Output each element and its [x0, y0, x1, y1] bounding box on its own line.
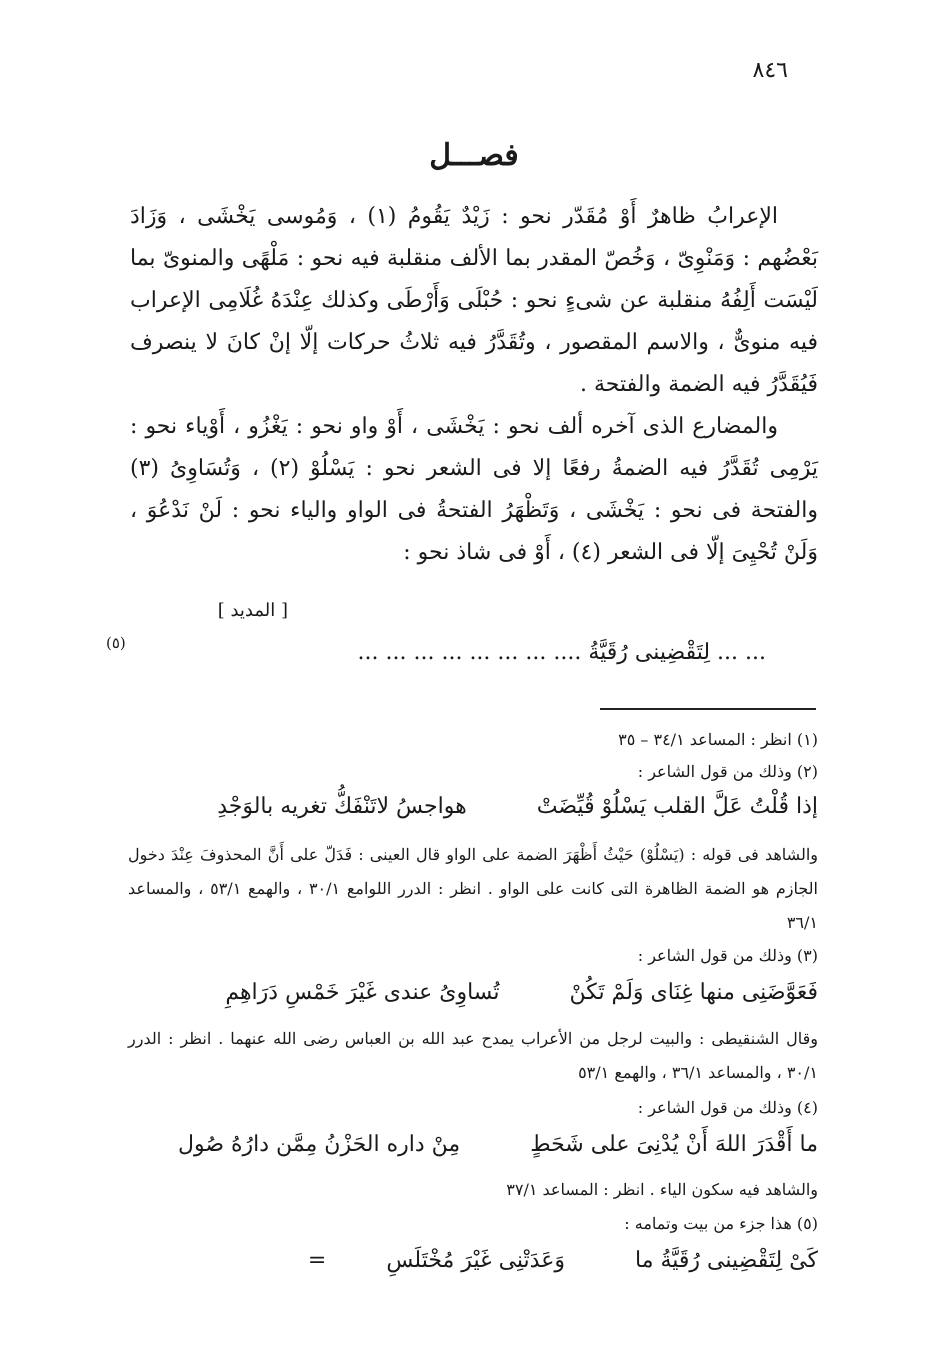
footnote-2-intro: (٢) وذلك من قول الشاعر :	[637, 762, 818, 781]
footnote-4-note: والشاهد فيه سكون الياء . انظر : المساعد ٣٧/١	[506, 1180, 818, 1199]
footnote-3-hemistich-1: فَعَوَّضَنِى منها غِنَاى وَلَمْ تَكُنْ	[569, 980, 818, 1005]
footnote-2-note: والشاهد فى قوله : (يَسْلُوْ) حَيْثُ أَظْهَرَ الضمة على الواو قال العينى : فَدَلّ على أَنَّ المحذوفَ عِنْدَ دخول الجازم هو الضمة الظاهرة التى كانت على الواو . انظر : الدرر اللوامع ٣٠/١ ، والهمع ٥٣/١ ، والمساعد ٣٦/١	[128, 845, 819, 932]
footnote-3-hemistich-2: تُساوِىُ عندى غَيْرَ خَمْسِ دَرَاهِمِ	[225, 980, 500, 1005]
verse-footnote-marker: (٥)	[106, 634, 126, 652]
paragraph-2: والمضارع الذى آخره ألف نحو : يَخْشَى ، أَوْ واو نحو : يَغْزُو ، أَوْياء نحو : يَرْمِى تُقَدَّرُ فيه الضمةُ رفعًا إلا فى الشعر نحو : يَسْلُوْ (٢) ، وَتُسَاوِىُ (٣) والفتحة فى نحو : يَخْشَى ، وَتَظْهَرُ الفتحةُ فى الواو والياء نحو : لَنْ نَدْعُوَ ، وَلَنْ تُحْيِىَ إلّا فى الشعر (٤) ، أَوْ فى شاذ نحو :	[130, 414, 818, 565]
paragraph-1: الإعرابُ ظاهرٌ أَوْ مُقَدّر نحو : زَيْدٌ يَقُومُ (١) ، وَمُوسى يَخْشَى ، وَزَادَ بَعْضُهم : وَمَنْوِىّ ، وَخُصّ المقدر بما الألف منقلبة فيه نحو : مَلْهًى والمنوىّ بما لَيْسَت أَلِفُهُ منقلبة عن شىءٍ نحو : حُبْلَى وَأَرْطَى وكذلك عِنْدَهُ غُلَامِى الإعراب فيه منوىٌّ ، والاسم المقصور ، وتُقَدَّرُ فيه ثلاثُ حركات إلّا إنْ كانَ لا ينصرف فَيُقَدَّرُ فيه الضمة والفتحة .	[130, 204, 818, 397]
footnote-4-verse	[128, 1132, 818, 1157]
footnote-separator	[600, 708, 816, 710]
footnote-2-hemistich-1: إذا قُلْتُ عَلَّ القلب يَسْلُوْ قُيِّضَتْ	[536, 794, 818, 819]
main-text	[130, 196, 818, 574]
footnote-3-intro: (٣) وذلك من قول الشاعر :	[637, 946, 818, 965]
footnote-2-verse	[128, 794, 818, 819]
verse-text: ... ... لِتَقْضِينى رُقَيَّةُ .... ... ... ... ... ... ... ...	[357, 640, 766, 665]
section-heading	[0, 138, 948, 173]
footnote-4-intro: (٤) وذلك من قول الشاعر :	[637, 1098, 818, 1117]
footnote-5-hemistich-2: وَعَدَتْنِى غَيْرَ مُخْتَلَسِ	[386, 1248, 565, 1273]
footnote-3-verse	[128, 980, 818, 1005]
footnote-3-note: وقال الشنقيطى : والبيت لرجل من الأعراب يمدح عبد الله بن العباس رضى الله عنهما . انظر : الدرر ٣٠/١ ، والمساعد ٣٦/١ ، والهمع ٥٣/١	[128, 1029, 819, 1082]
footnote-4-hemistich-2: مِنْ داره الحَزْنُ مِمَّن دارُهُ صُول	[177, 1132, 461, 1157]
page-number: ٨٤٦	[752, 58, 788, 83]
footnote-4-hemistich-1: ما أَقْدَرَ اللهَ أَنْ يُدْنِىَ على شَحَطٍ	[530, 1132, 818, 1157]
footnote-2-hemistich-2: هواجسُ لاتَنْفَكُّ تغريه بالوَجْدِ	[217, 794, 467, 819]
footnote-1: (١) انظر : المساعد ٣٤/١ – ٣٥	[618, 730, 818, 749]
footnote-5-hemistich-1: كَىْ لِتَقْضِينى رُقَيَّةُ ما	[634, 1248, 818, 1273]
meter-label: [ المديد ]	[217, 600, 288, 621]
footnote-5-continuation-mark: =	[307, 1248, 327, 1273]
section-heading-text: فصـــل	[429, 138, 519, 173]
verse-line	[106, 634, 766, 665]
footnote-5-intro: (٥) هذا جزء من بيت وتمامه :	[624, 1214, 818, 1233]
footnote-5-verse	[128, 1248, 818, 1273]
